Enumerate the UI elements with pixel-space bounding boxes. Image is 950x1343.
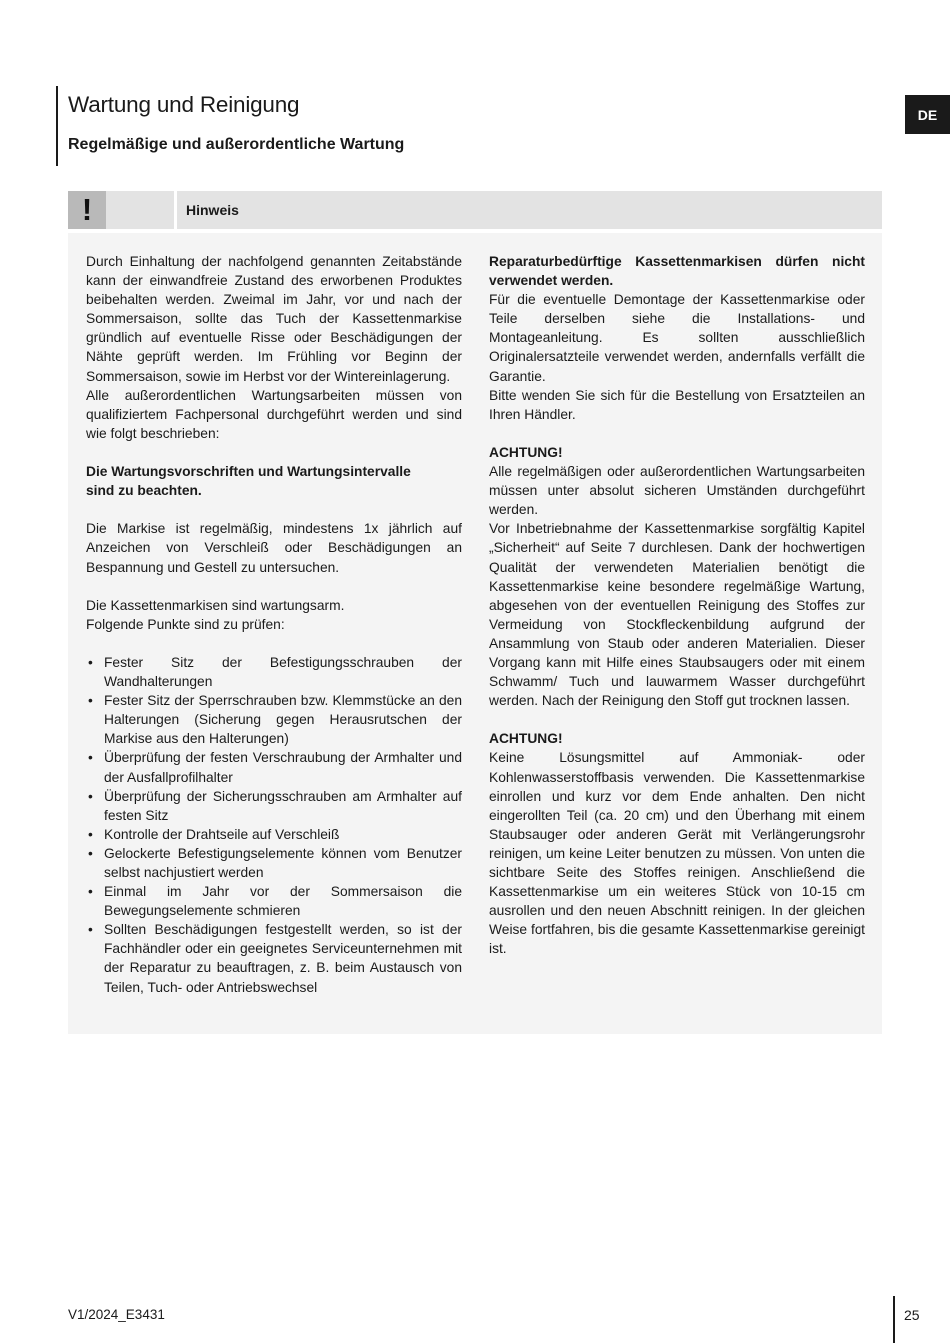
notice-divider — [174, 191, 177, 229]
low-maintenance-paragraph — [86, 596, 462, 634]
footer-rule — [893, 1296, 895, 1343]
warning-title-2: ACHTUNG! — [489, 731, 563, 747]
list-item: • Sollten Beschädigungen festgestellt werden, so ist der Fachhändler oder ein geeignetes Serviceunternehmen mit der Reparatur zu beauftragen, z. B. beim Austausch von Teilen, Tuch- oder Antriebswechsel — [86, 920, 462, 996]
cleaning-paragraph: Vor Inbetriebnahme der Kassettenmarkise sorgfältig Kapitel „Sicherheit“ auf Seite 7 durchlesen. Dank der hochwertigen Qualität der verwendeten Materialien benötigt die Kassettenmarkise keine besondere regelmäßige Wartung, abgesehen von der eventuellen Reinigung des Stoffes zur Vermeidung von Stockfleckenbildung aufgrund der Ansammlung von Staub oder anderen Materialien. Dieser Vorgang kann mit Hilfe eines Staubsaugers oder mit einem Schwamm/ Tuch und lauwarmem Wasser durchgeführt werden. Nach der Reinigung den Stoff gut trocknen lassen. — [489, 521, 865, 709]
list-item: • Einmal im Jahr vor der Sommersaison die Bewegungselemente schmieren — [86, 882, 462, 920]
intervals-heading — [86, 462, 462, 500]
intervals-heading-line2: sind zu beachten. — [86, 483, 202, 499]
list-item: • Kontrolle der Drahtseile auf Verschleiß — [86, 825, 462, 844]
list-item: • Gelockerte Befestigungselemente können vom Benutzer selbst nachjustiert werden — [86, 844, 462, 882]
solvent-paragraph: Keine Lösungsmittel auf Ammoniak- oder Kohlenwasserstoffbasis verwenden. Die Kassettenmarkise einrollen und kurz vor dem Ende anhalten. Den nicht eingerollten Teil (ca. 20 cm) und den Überhang mit einem Staubsauger oder anderen Gerät mit Verlängerungsrohr reinigen, um keine Leiter benutzen zu müssen. Von unten die sichtbare Seite des Stoffes reinigen. Anschließend die Kassettenmarkise um ein weiteres Stück von 10-15 cm ausrollen und den neuen Abschnitt reinigen. In der gleichen Weise fortfahren, bis die gesamte Kassettenmarkise gereinigt ist. — [489, 750, 865, 957]
section-subtitle: Regelmäßige und außerordentliche Wartung — [68, 136, 405, 153]
low-maintenance-line1: Die Kassettenmarkisen sind wartungsarm. — [86, 597, 345, 613]
list-item: • Fester Sitz der Befestigungsschrauben der Wandhalterungen — [86, 653, 462, 691]
notice-bar — [68, 191, 882, 229]
document-code: V1/2024_E3431 — [68, 1307, 165, 1322]
page-title: Wartung und Reinigung — [68, 92, 300, 117]
inspection-paragraph: Die Markise ist regelmäßig, mindestens 1x jährlich auf Anzeichen von Verschleiß oder Beschädigungen an Bespannung und Gestell zu untersuchen. — [86, 521, 462, 575]
left-column — [86, 252, 462, 997]
language-tab: DE — [905, 95, 950, 134]
check-list — [86, 653, 462, 997]
repair-warning: Reparaturbedürftige Kassettenmarkisen dürfen nicht verwendet werden. — [489, 254, 865, 289]
dismantling-paragraph: Für die eventuelle Demontage der Kassettenmarkise oder Teile derselben siehe die Installations- und Montageanleitung. Es sollten ausschließlich Originalersatzteile verwendet werden, andernfalls verfällt die Garantie. — [489, 292, 865, 384]
list-item: • Fester Sitz der Sperrschrauben bzw. Klemmstücke an den Halterungen (Sicherung gegen Herausrutschen der Markise aus den Halterungen) — [86, 691, 462, 748]
low-maintenance-line2: Folgende Punkte sind zu prüfen: — [86, 616, 285, 632]
header-rule — [56, 86, 58, 166]
intro-paragraph: Durch Einhaltung der nachfolgend genannten Zeitabstände kann der einwandfreie Zustand des erworbenen Produktes beibehalten werden. Zweimal im Jahr, vor und nach der Sommersaison, sollte das Tuch der Kassettenmarkise gründlich auf eventuelle Risse oder Beschädigungen der Nähte geprüft werden. Im Frühling vor Beginn der Sommersaison, sowie im Herbst vor der Wintereinlagerung. — [86, 254, 462, 384]
page-number: 25 — [904, 1307, 920, 1323]
intervals-heading-line1: Die Wartungsvorschriften und Wartungsintervalle — [86, 464, 411, 480]
right-column — [489, 252, 865, 958]
exclamation-icon: ! — [68, 191, 106, 229]
list-item: • Überprüfung der festen Verschraubung der Armhalter und der Ausfallprofilhalter — [86, 748, 462, 786]
notice-label: Hinweis — [186, 202, 239, 218]
warning-title-1: ACHTUNG! — [489, 444, 563, 460]
list-item: • Überprüfung der Sicherungsschrauben am Armhalter auf festen Sitz — [86, 787, 462, 825]
maintenance-staff-paragraph: Alle außerordentlichen Wartungsarbeiten müssen von qualifiziertem Fachpersonal durchgeführt werden und sind wie folgt beschrieben: — [86, 387, 462, 441]
safety-paragraph: Alle regelmäßigen oder außerordentlichen Wartungsarbeiten müssen unter absolut sicheren Umständen durchgeführt werden. — [489, 464, 865, 518]
spare-parts-paragraph: Bitte wenden Sie sich für die Bestellung von Ersatzteilen an Ihren Händler. — [489, 387, 865, 422]
